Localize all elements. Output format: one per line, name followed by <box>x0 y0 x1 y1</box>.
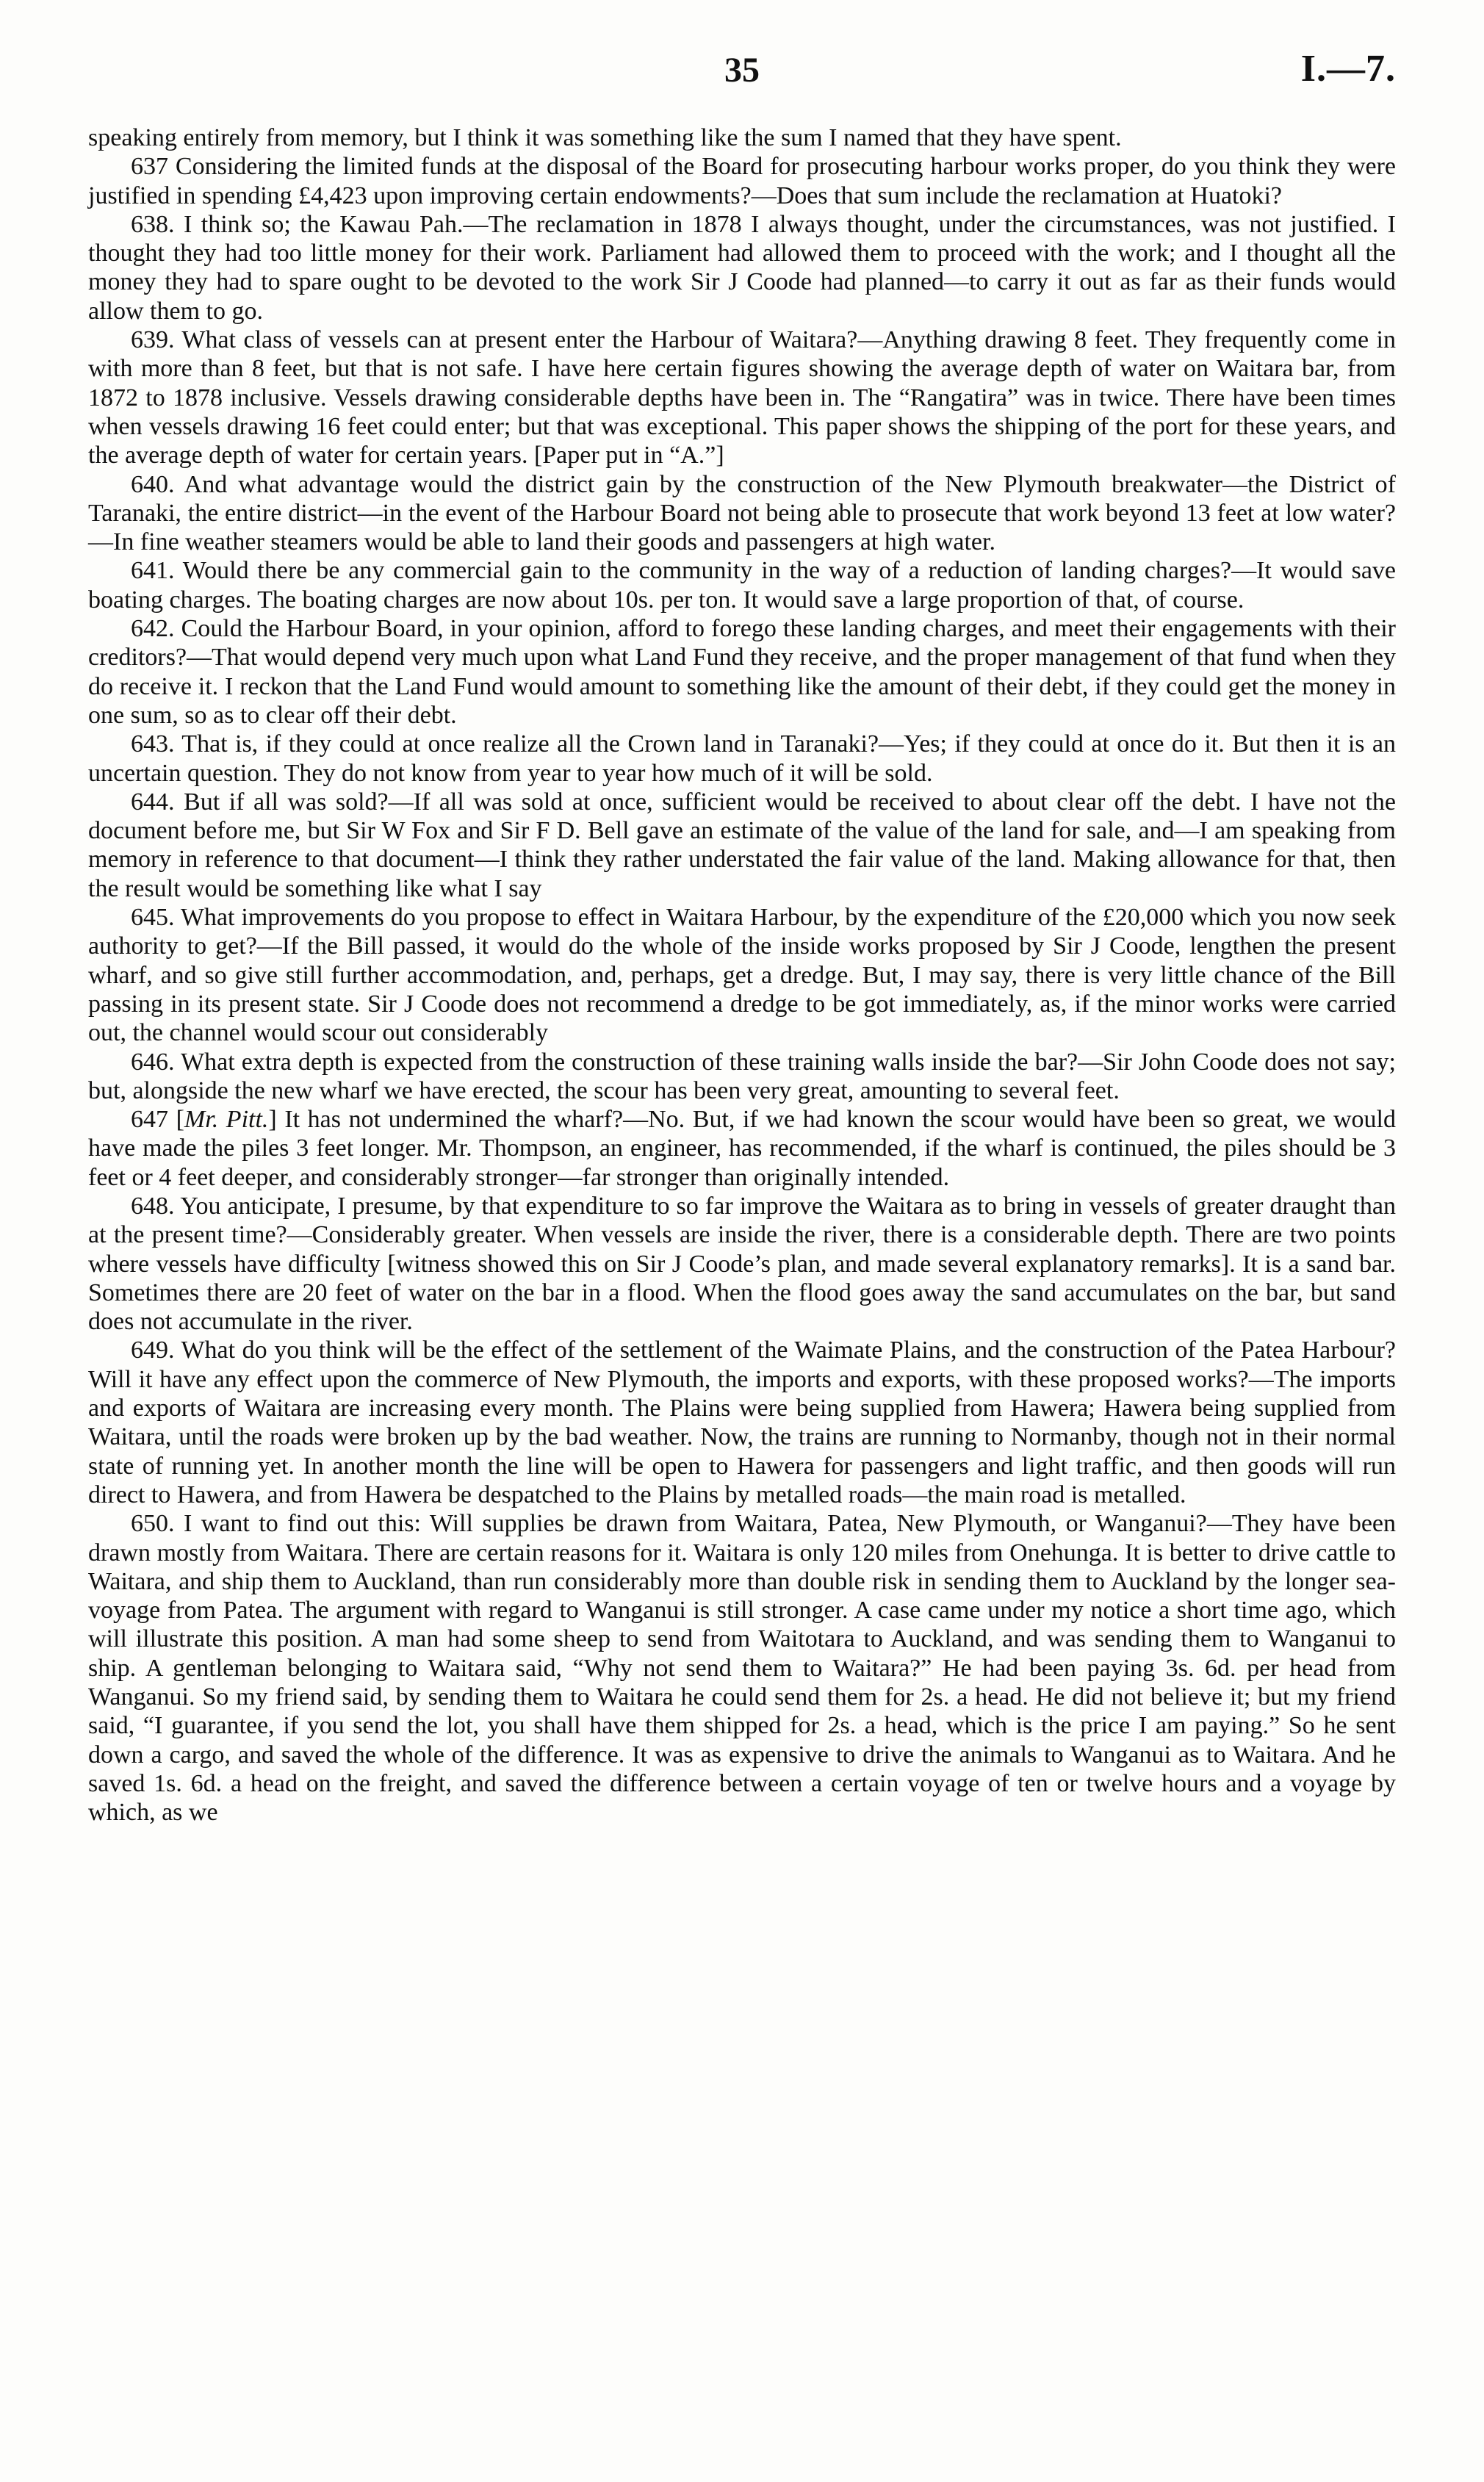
paragraph-text: What extra depth is expected from the construction of these training walls inside the bar?—Sir John Coode does not say; but, alongside the new wharf we have erected, the scour has been very great, amounting to several feet. <box>88 1048 1397 1104</box>
paragraph-number: 641. <box>131 557 175 585</box>
page-header <box>88 47 1396 98</box>
paragraph-number: 637 <box>131 153 168 181</box>
paragraph-646 <box>88 1048 1396 1106</box>
paragraph-643 <box>88 730 1396 788</box>
paragraph-number: 645. <box>131 904 175 932</box>
paragraph-text: That is, if they could at once realize all the Crown land in Taranaki?—Yes; if they could at once do it. But then it is an uncertain question. They do not know from year to year how much of it will be sold. <box>88 730 1397 787</box>
paragraph-text: I want to find out this: Will supplies be drawn from Waitara, Patea, New Plymouth, or Wanganui?—They have been drawn mostly from Waitara. There are certain reasons for it. Waitara is only 120 miles from Onehunga. It is better to drive cattle to Waitara, and ship them to Auckland, than run considerably more than double risk in sending them to Auckland by the longer sea-voyage from Patea. The argument with regard to Wanganui is still stronger. A case came under my notice a short time ago, which will illustrate this position. A man had some sheep to send from Waitotara to Auckland, and was sending them to Wanganui to ship. A gentleman belonging to Waitara said, “Why not send them to Waitara?” He had been paying 3s. 6d. per head from Wanganui. So my friend said, by sending them to Waitara he could send them for 2s. a head. He did not believe it; but my friend said, “I guarantee, if you send the lot, you shall have them shipped for 2s. a head, which is the price I am paying.” So he sent down a cargo, and saved the whole of the difference. It was as expensive to drive the animals to Wanganui as to Waitara. And he saved 1s. 6d. a head on the freight, and saved the difference between a certain voyage of ten or twelve hours and a voyage by which, as we <box>88 1510 1397 1827</box>
paragraph-text: And what advantage would the district gain by the construction of the New Plymouth breakwater—the District of Taranaki, the entire district—in the event of the Harbour Board not being able to prosecute that work beyond 13 feet at low water?—In fine weather steamers would be able to land their goods and passengers at high water. <box>88 470 1397 556</box>
paragraph-number: 644. <box>131 788 175 816</box>
paragraph-number: 647 <box>131 1106 168 1134</box>
paragraph-642 <box>88 614 1396 730</box>
paragraph-number: 650. <box>131 1510 175 1538</box>
paragraph-text: Considering the limited funds at the disposal of the Board for prosecuting harbour works proper, do you think they were justified in spending £4,423 upon improving certain endowments?—Does that sum include the reclamation at Huatoki? <box>88 153 1396 209</box>
paragraph-640 <box>88 470 1396 557</box>
paragraph-number: 649. <box>131 1337 175 1364</box>
paragraph-641 <box>88 556 1396 614</box>
paragraph-648 <box>88 1192 1396 1336</box>
paragraph-number: 639. <box>131 326 175 354</box>
paragraph-number: 646. <box>131 1048 175 1076</box>
paragraph-text: I think so; the Kawau Pah.—The reclamation in 1878 I always thought, under the circumstances, was not justified. I thought they had too little money for their work. Parliament had allowed them to proceed with the work; and I thought all the money they had to spare ought to be devoted to the work Sir J Coode had planned—to carry it out as far as their funds would allow them to go. <box>88 210 1396 325</box>
paragraph-number: 643. <box>131 730 175 758</box>
paragraph-text: But if all was sold?—If all was sold at once, sufficient would be received to about clear off the debt. I have not the document before me, but Sir W Fox and Sir F D. Bell gave an estimate of the value of the land for sale, and—I am speaking from memory in reference to that document—I think they rather understated the fair value of the land. Making allowance for that, then the result would be something like what I say <box>88 788 1397 902</box>
paragraph-text: speaking entirely from memory, but I think it was something like the sum I named that they have spent. <box>88 124 1122 151</box>
paragraph-649 <box>88 1336 1396 1509</box>
paragraph-645 <box>88 903 1396 1047</box>
paragraph-text: What do you think will be the effect of the settlement of the Waimate Plains, and the construction of the Patea Harbour? Will it have any effect upon the commerce of New Plymouth, the imports and exports, with these proposed works?—The imports and exports of Waitara are increasing every month. The Plains were being supplied from Hawera; Hawera being supplied from Waitara, until the roads were broken up by the bad weather. Now, the trains are running to Normanby, though not in their normal state of running yet. In another month the line will be open to Hawera for passengers and light traffic, and then goods will run direct to Hawera, and from Hawera be despatched to the Plains by metalled roads—the main road is metalled. <box>88 1337 1396 1508</box>
paragraph-637 <box>88 152 1396 210</box>
paragraph-number: 648. <box>131 1192 175 1220</box>
paragraph-text: Could the Harbour Board, in your opinion, afford to forego these landing charges, and meet their engagements with their creditors?—That would depend very much upon what Land Fund they receive, and the proper management of that fund when they do receive it. I reckon that the Land Fund would amount to something like the amount of their debt, if they could get the money in one sum, so as to clear off their debt. <box>88 615 1397 729</box>
document-reference: I.—7. <box>1300 48 1396 90</box>
paragraph-number: 640. <box>131 470 175 498</box>
paragraph-650 <box>88 1509 1396 1827</box>
paragraph-639 <box>88 325 1396 470</box>
paragraph-text: It has not undermined the wharf?—No. But, if we had known the scour would have been so great, we would have made the piles 3 feet longer. Mr. Thompson, an engineer, has recommended, if the wharf is continued, the piles should be 3 feet or 4 feet deeper, and considerably stronger—far stronger than originally intended. <box>88 1106 1396 1191</box>
paragraph-text: You anticipate, I presume, by that expenditure to so far improve the Waitara as to bring in vessels of greater draught than at the present time?—Considerably greater. When vessels are inside the river, there is a considerable depth. There are two points where vessels have difficulty [witness showed this on Sir J Coode’s plan, and made several explanatory remarks]. It is a sand bar. Sometimes there are 20 feet of water on the bar in a flood. When the flood goes away the sand accumulates on the bar, but sand does not accumulate in the river. <box>88 1192 1396 1336</box>
paragraph-number: 642. <box>131 615 175 643</box>
body-text <box>88 123 1396 1827</box>
page-number: 35 <box>724 51 760 90</box>
paragraph-number: 638. <box>131 210 175 238</box>
paragraph-644 <box>88 788 1396 903</box>
interjector-name: Mr. Pitt. <box>184 1106 269 1134</box>
paragraph-continuation <box>88 123 1396 152</box>
paragraph-638 <box>88 210 1396 325</box>
paragraph-647: 647 [Mr. Pitt.] It has not undermined the wharf?—No. But, if we had known the scour would have been so great, we would have made the piles 3 feet longer. Mr. Thompson, an engineer, has recommended, if the wharf is continued, the piles should be 3 feet or 4 feet deeper, and considerably stronger—far stronger than originally intended. <box>88 1106 1396 1191</box>
paragraph-text: What improvements do you propose to effect in Waitara Harbour, by the expenditure of the £20,000 which you now seek authority to get?—If the Bill passed, it would do the whole of the inside works proposed by Sir J Coode, lengthen the present wharf, and so give still further accommodation, and, perhaps, get a dredge. But, I may say, there is very little chance of the Bill passing in its present state. Sir J Coode does not recommend a dredge to be got immediately, as, if the minor works were carried out, the channel would scour out considerably <box>88 904 1397 1047</box>
paragraph-text: What class of vessels can at present enter the Harbour of Waitara?—Anything drawing 8 feet. They frequently come in with more than 8 feet, but that is not safe. I have here certain figures showing the average depth of water on Waitara bar, from 1872 to 1878 inclusive. Vessels drawing considerable depths have been in. The “Rangatira” was in twice. There have been times when vessels drawing 16 feet could enter; but that was exceptional. This paper shows the shipping of the port for these years, and the average depth of water for certain years. [Paper put in “A.”] <box>88 326 1397 470</box>
paragraph-text: Would there be any commercial gain to the community in the way of a reduction of landing charges?—It would save boating charges. The boating charges are now about 10s. per ton. It would save a large proportion of that, of course. <box>88 557 1397 614</box>
